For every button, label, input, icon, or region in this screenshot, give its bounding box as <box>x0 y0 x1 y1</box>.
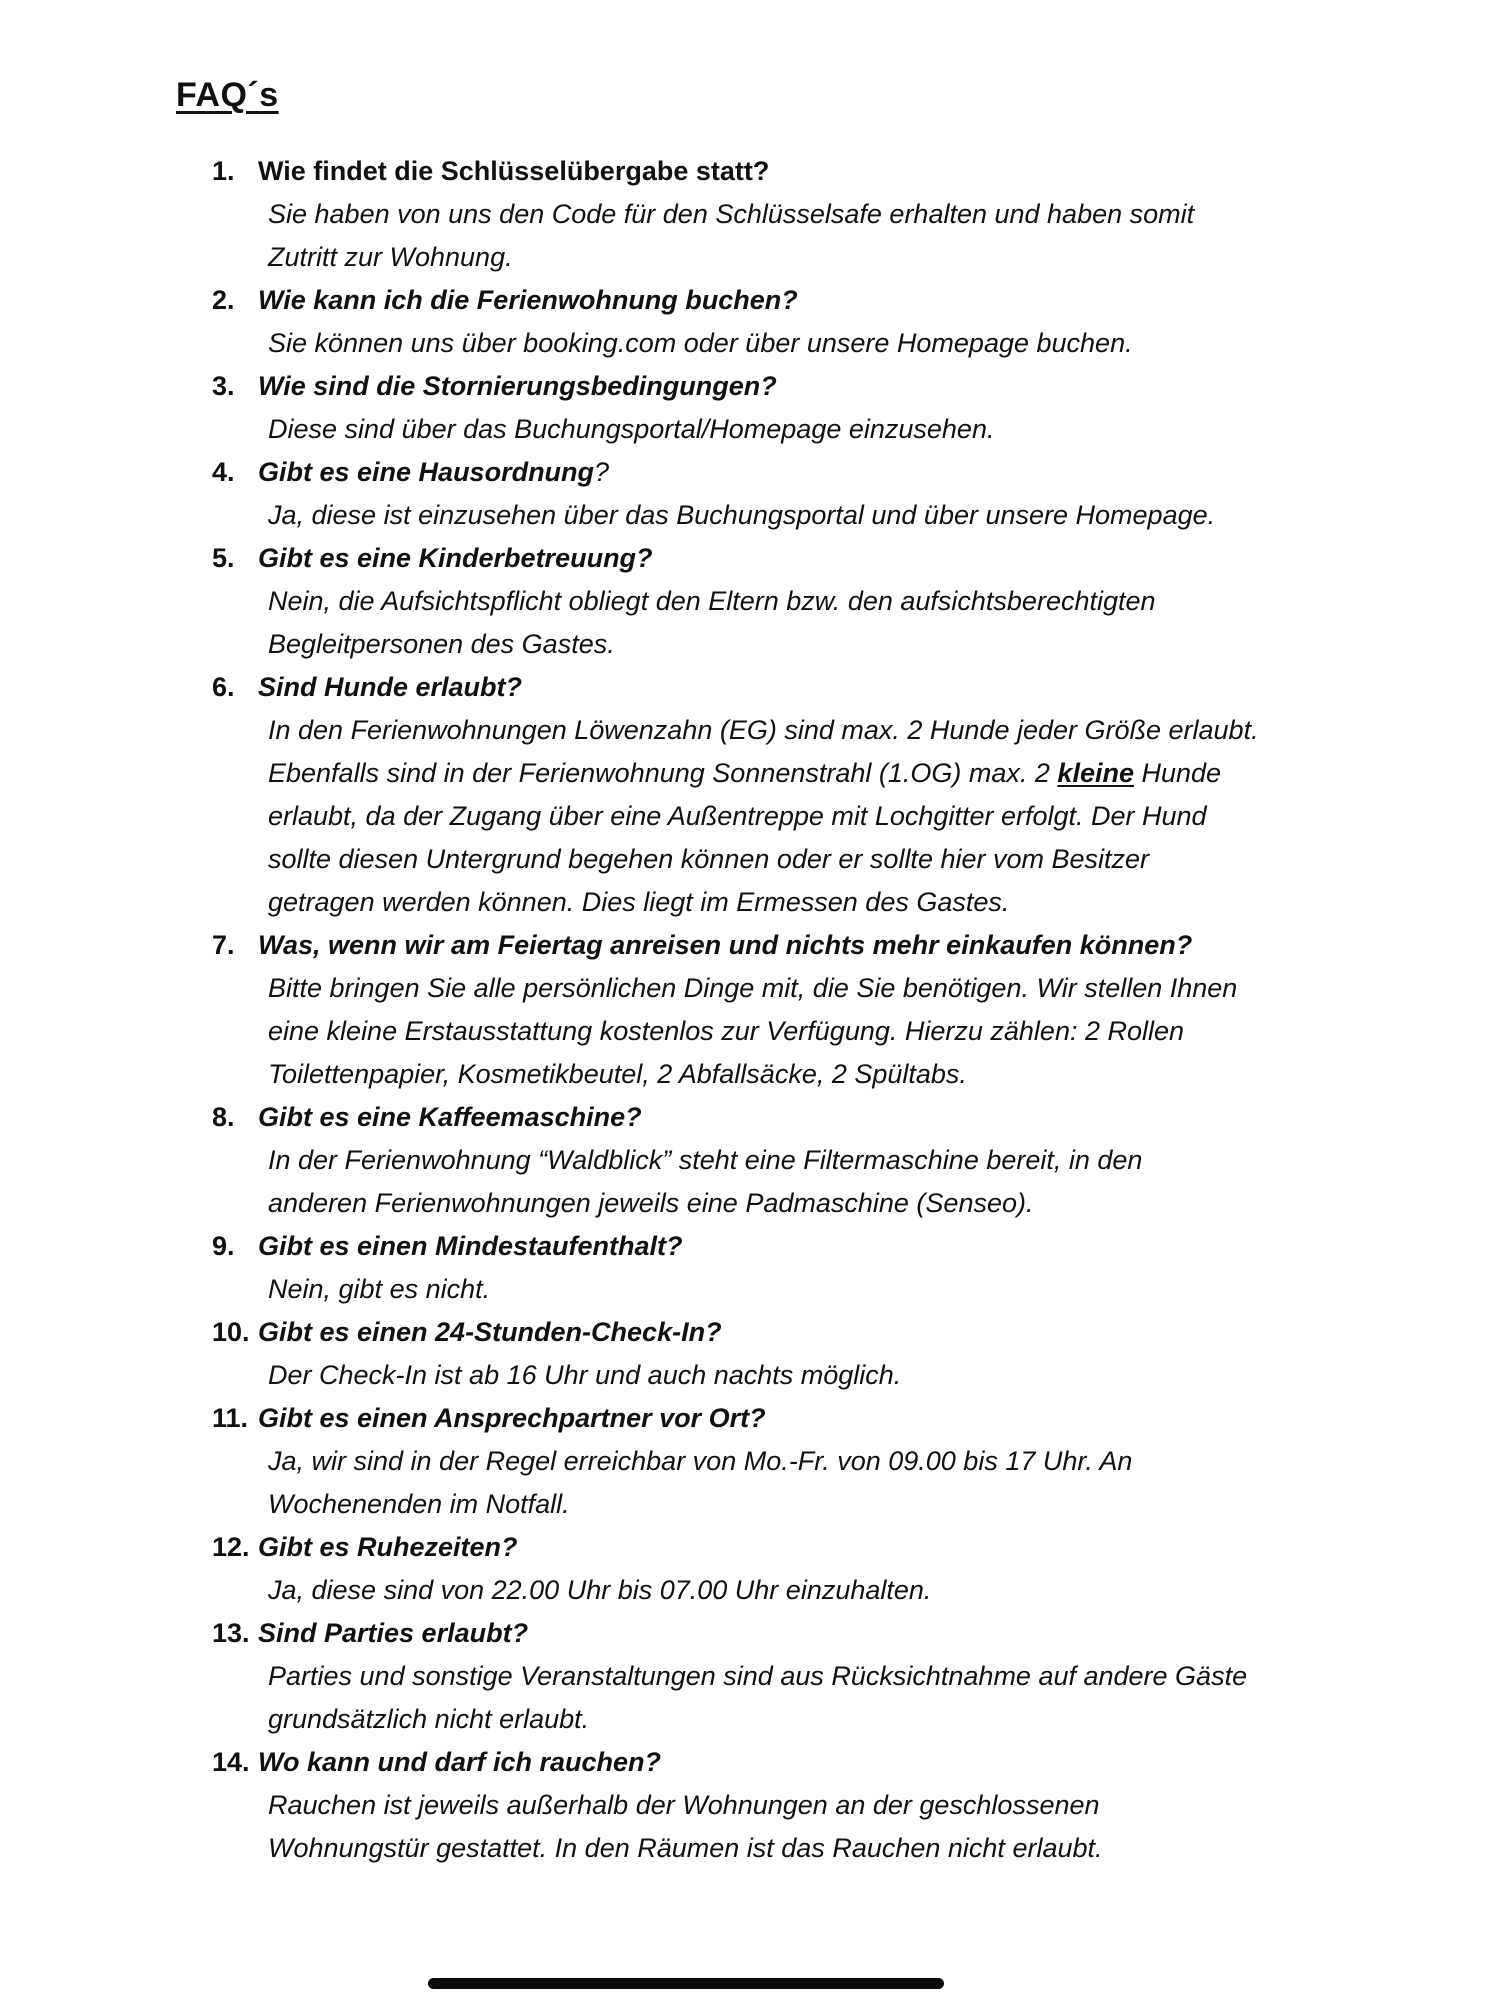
faq-answer <box>212 580 1372 666</box>
faq-number: 2. <box>212 285 235 315</box>
faq-question-text <box>258 1526 518 1569</box>
faq-answer-line: Bitte bringen Sie alle persönlichen Dinge mit, die Sie benötigen. Wir stellen Ihnen <box>268 973 1238 1003</box>
faq-question-text <box>258 1741 661 1784</box>
faq-answer-line: Toilettenpapier, Kosmetikbeutel, 2 Abfallsäcke, 2 Spültabs. <box>268 1059 967 1089</box>
faq-number: 5. <box>212 543 235 573</box>
faq-answer-line: Wochenenden im Notfall. <box>268 1489 570 1519</box>
faq-question-label: Gibt es eine Kinderbetreuung? <box>258 543 653 573</box>
faq-question-text <box>258 1397 766 1440</box>
faq-item <box>212 451 1372 537</box>
faq-question-label: Gibt es einen 24-Stunden-Check-In? <box>258 1317 722 1347</box>
faq-question <box>212 537 1372 580</box>
faq-question-text <box>258 365 777 408</box>
faq-answer <box>212 1569 1372 1612</box>
faq-question-text <box>258 1225 683 1268</box>
faq-number: 8. <box>212 1102 235 1132</box>
faq-answer-line: Der Check-In ist ab 16 Uhr und auch nachts möglich. <box>268 1360 902 1390</box>
faq-answer <box>212 1268 1372 1311</box>
faq-number: 10. <box>212 1317 250 1347</box>
faq-number: 6. <box>212 672 235 702</box>
faq-answer <box>212 709 1372 924</box>
faq-question-text <box>258 1612 528 1655</box>
faq-question <box>212 451 1372 494</box>
faq-question <box>212 1741 1372 1784</box>
faq-question-label: Sind Hunde erlaubt? <box>258 672 523 702</box>
faq-question-label: Gibt es einen Ansprechpartner vor Ort? <box>258 1403 766 1433</box>
faq-question <box>212 1225 1372 1268</box>
faq-question <box>212 666 1372 709</box>
faq-answer-line: Rauchen ist jeweils außerhalb der Wohnungen an der geschlossenen <box>268 1790 1100 1820</box>
faq-question <box>212 279 1372 322</box>
faq-number: 3. <box>212 371 235 401</box>
faq-answer-line: Sie können uns über booking.com oder über unsere Homepage buchen. <box>268 328 1133 358</box>
faq-number: 7. <box>212 930 235 960</box>
faq-answer-text: Ebenfalls sind in der Ferienwohnung Sonnenstrahl (1.OG) max. 2 <box>268 758 1058 788</box>
faq-question <box>212 1096 1372 1139</box>
faq-answer-line: anderen Ferienwohnungen jeweils eine Padmaschine (Senseo). <box>268 1188 1034 1218</box>
faq-question <box>212 1612 1372 1655</box>
faq-answer <box>212 494 1372 537</box>
faq-item <box>212 1612 1372 1741</box>
faq-number: 11. <box>212 1403 249 1433</box>
faq-question <box>212 150 1372 193</box>
page-title: FAQ´s <box>176 76 279 114</box>
faq-answer-line: Ja, wir sind in der Regel erreichbar von Mo.-Fr. von 09.00 bis 17 Uhr. An <box>268 1446 1133 1476</box>
faq-answer-line: Sie haben von uns den Code für den Schlüsselsafe erhalten und haben somit <box>268 199 1195 229</box>
faq-answer-line: sollte diesen Untergrund begehen können oder er sollte hier vom Besitzer <box>268 844 1150 874</box>
faq-number: 14. <box>212 1747 250 1777</box>
faq-answer-line: getragen werden können. Dies liegt im Ermessen des Gastes. <box>268 887 1010 917</box>
faq-answer <box>212 322 1372 365</box>
faq-item <box>212 1741 1372 1870</box>
faq-item <box>212 150 1372 279</box>
faq-question-label: Wie sind die Stornierungsbedingungen? <box>258 371 777 401</box>
faq-question-label: Gibt es eine Hausordnung <box>258 457 595 487</box>
faq-item <box>212 1311 1372 1397</box>
faq-answer <box>212 967 1372 1096</box>
faq-question-label: Sind Parties erlaubt? <box>258 1618 529 1648</box>
faq-item <box>212 1225 1372 1311</box>
faq-answer-emphasis: kleine <box>1057 758 1134 788</box>
faq-answer-line: Diese sind über das Buchungsportal/Homepage einzusehen. <box>268 414 995 444</box>
faq-answer-text: Hunde <box>1133 758 1222 788</box>
faq-answer <box>212 1354 1372 1397</box>
home-indicator-bar[interactable] <box>428 1978 944 1989</box>
faq-answer-line: Begleitpersonen des Gastes. <box>268 629 615 659</box>
faq-number: 13. <box>212 1618 250 1648</box>
faq-number: 1. <box>212 156 235 186</box>
faq-question <box>212 1397 1372 1440</box>
faq-question-label: Gibt es einen Mindestaufenthalt? <box>258 1231 683 1261</box>
faq-question <box>212 1526 1372 1569</box>
faq-list <box>212 150 1372 1870</box>
faq-item <box>212 365 1372 451</box>
faq-answer-line: In der Ferienwohnung “Waldblick” steht eine Filtermaschine bereit, in den <box>268 1145 1143 1175</box>
faq-item <box>212 279 1372 365</box>
faq-question-text <box>258 279 798 322</box>
faq-item <box>212 666 1372 924</box>
faq-answer-line: Parties und sonstige Veranstaltungen sind aus Rücksichtnahme auf andere Gäste <box>268 1661 1248 1691</box>
faq-question-text <box>258 924 1192 967</box>
faq-answer-line: Ja, diese ist einzusehen über das Buchungsportal und über unsere Homepage. <box>268 500 1216 530</box>
faq-answer <box>212 193 1372 279</box>
faq-item <box>212 1397 1372 1526</box>
faq-question-text <box>258 1311 722 1354</box>
faq-answer-line: Nein, die Aufsichtspflicht obliegt den Eltern bzw. den aufsichtsberechtigten <box>268 586 1156 616</box>
faq-question-label: Gibt es eine Kaffeemaschine? <box>258 1102 642 1132</box>
faq-question-text <box>258 666 522 709</box>
faq-answer-line: erlaubt, da der Zugang über eine Außentreppe mit Lochgitter erfolgt. Der Hund <box>268 801 1207 831</box>
faq-answer <box>212 1440 1372 1526</box>
faq-item <box>212 924 1372 1096</box>
faq-answer <box>212 1655 1372 1741</box>
faq-question-label: Wie kann ich die Ferienwohnung buchen? <box>258 285 798 315</box>
faq-item <box>212 537 1372 666</box>
faq-question-label: Wie findet die Schlüsselübergabe statt? <box>258 156 770 186</box>
faq-answer-line <box>268 752 1372 795</box>
faq-question-mark: ? <box>594 457 610 487</box>
faq-question <box>212 924 1372 967</box>
faq-question-label: Was, wenn wir am Feiertag anreisen und nichts mehr einkaufen können? <box>258 930 1193 960</box>
faq-question-text <box>258 537 653 580</box>
faq-answer <box>212 1139 1372 1225</box>
faq-answer-line: Wohnungstür gestattet. In den Räumen ist das Rauchen nicht erlaubt. <box>268 1833 1103 1863</box>
faq-answer-line: eine kleine Erstausstattung kostenlos zur Verfügung. Hierzu zählen: 2 Rollen <box>268 1016 1185 1046</box>
faq-question-text <box>258 451 609 494</box>
faq-answer <box>212 408 1372 451</box>
faq-question-text <box>258 150 769 193</box>
faq-question-label: Gibt es Ruhezeiten? <box>258 1532 518 1562</box>
faq-question <box>212 1311 1372 1354</box>
faq-question <box>212 365 1372 408</box>
faq-item <box>212 1096 1372 1225</box>
faq-question-text <box>258 1096 642 1139</box>
faq-question-label: Wo kann und darf ich rauchen? <box>258 1747 662 1777</box>
faq-number: 4. <box>212 457 235 487</box>
faq-answer <box>212 1784 1372 1870</box>
faq-answer-line: grundsätzlich nicht erlaubt. <box>268 1704 590 1734</box>
faq-number: 9. <box>212 1231 235 1261</box>
faq-answer-line: Nein, gibt es nicht. <box>268 1274 491 1304</box>
faq-number: 12. <box>212 1532 250 1562</box>
faq-item <box>212 1526 1372 1612</box>
faq-answer-line: Ja, diese sind von 22.00 Uhr bis 07.00 Uhr einzuhalten. <box>268 1575 932 1605</box>
faq-answer-line: Zutritt zur Wohnung. <box>268 242 513 272</box>
faq-answer-line: In den Ferienwohnungen Löwenzahn (EG) sind max. 2 Hunde jeder Größe erlaubt. <box>268 715 1259 745</box>
